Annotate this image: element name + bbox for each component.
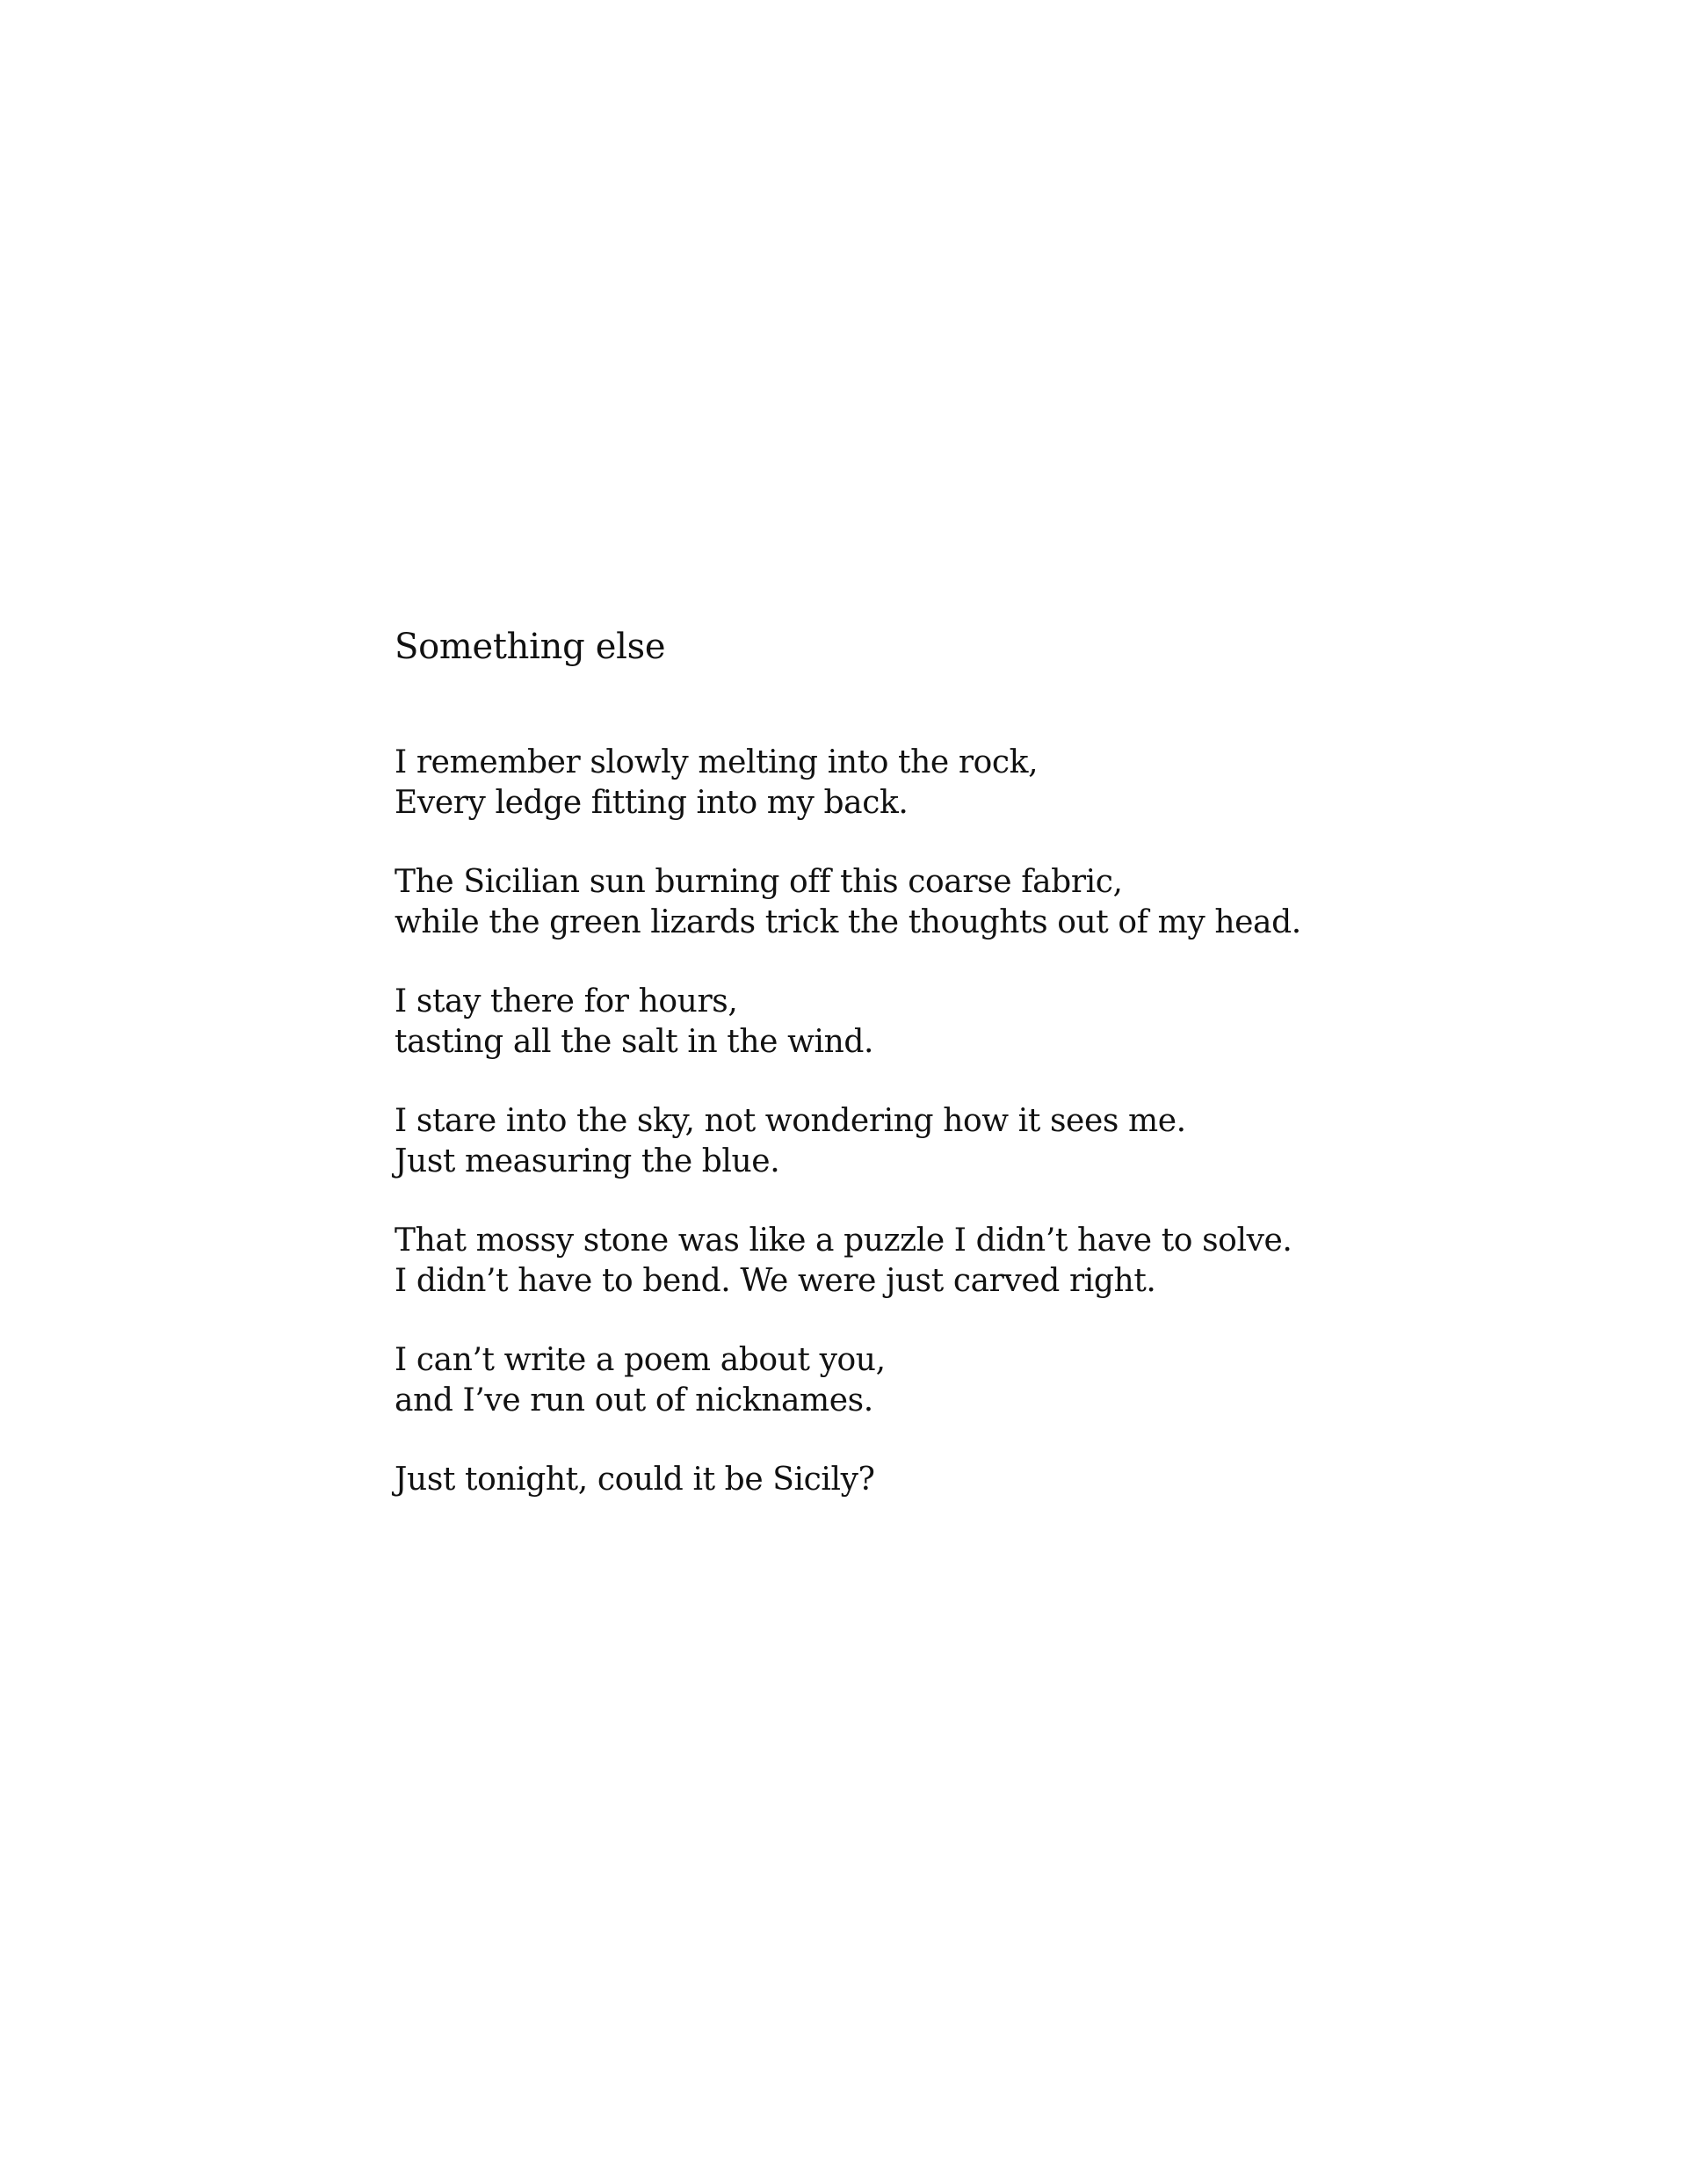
stanza xyxy=(395,1101,1361,1182)
stanza xyxy=(395,862,1361,943)
poem-body xyxy=(395,743,1361,1500)
stanza xyxy=(395,1221,1361,1302)
poem-title: Something else xyxy=(395,627,666,667)
poem-line: Just tonight, could it be Sicily? xyxy=(395,1462,875,1498)
poem-line: I stare into the sky, not wondering how it sees me. xyxy=(395,1103,1186,1139)
poem-line: Just measuring the blue. xyxy=(395,1143,780,1179)
poem-line: I can’t write a poem about you, xyxy=(395,1342,886,1378)
poem-line: I didn’t have to bend. We were just carved right. xyxy=(395,1263,1156,1299)
poem-line: tasting all the salt in the wind. xyxy=(395,1024,874,1060)
stanza xyxy=(395,982,1361,1063)
poem xyxy=(395,622,1361,1539)
stanza xyxy=(395,743,1361,824)
stanza xyxy=(395,1460,1361,1500)
poem-line: and I’ve run out of nicknames. xyxy=(395,1382,873,1419)
stanza xyxy=(395,1340,1361,1421)
poem-line: The Sicilian sun burning off this coarse fabric, xyxy=(395,864,1123,900)
poem-line: Every ledge fitting into my back. xyxy=(395,785,909,821)
poem-line: That mossy stone was like a puzzle I didn’t have to solve. xyxy=(395,1223,1292,1259)
poem-line: I stay there for hours, xyxy=(395,983,738,1019)
poem-line: while the green lizards trick the thoughts out of my head. xyxy=(395,904,1301,940)
poem-line: I remember slowly melting into the rock, xyxy=(395,744,1039,780)
